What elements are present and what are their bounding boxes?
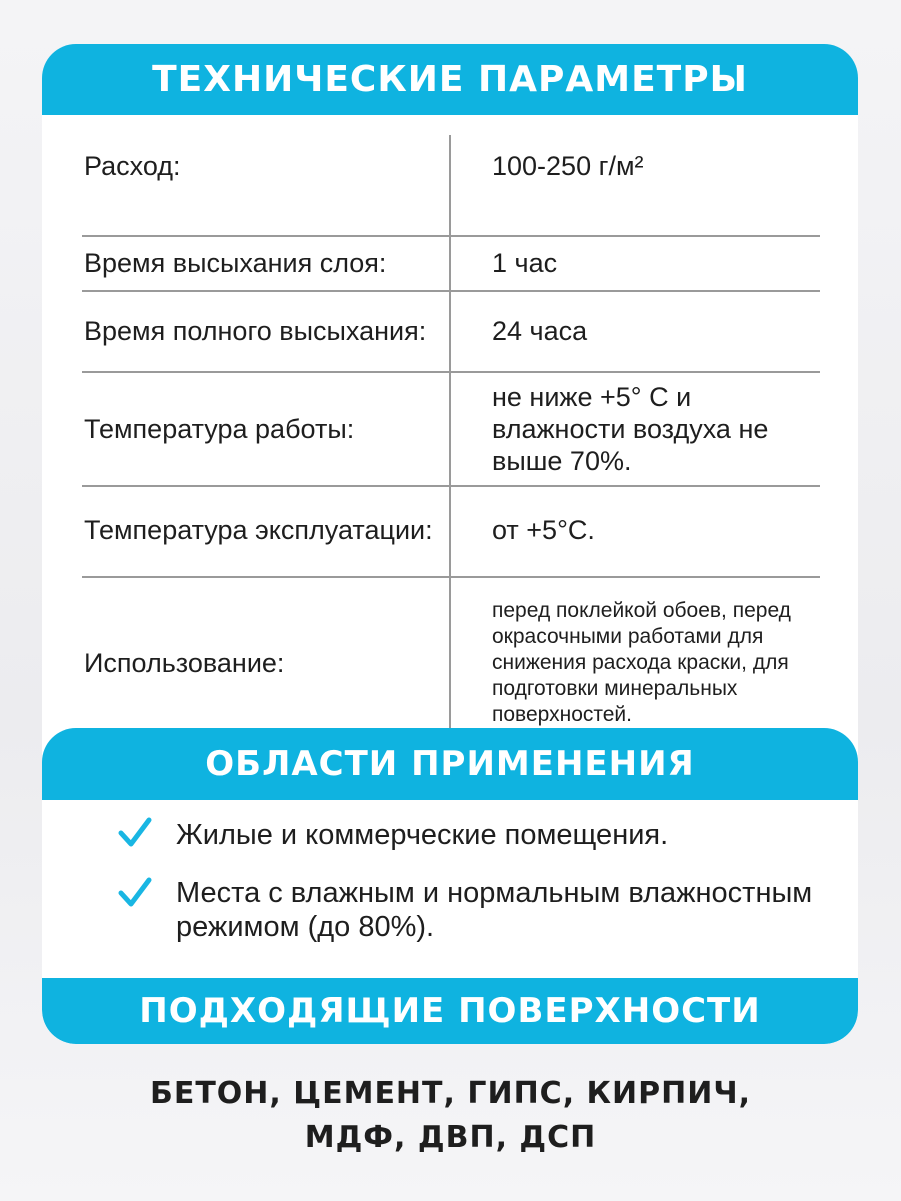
param-row-usage (42, 579, 858, 747)
param-label: Температура эксплуатации: (84, 515, 433, 545)
param-label: Время высыхания слоя: (84, 248, 387, 278)
surfaces-list (0, 1072, 901, 1160)
param-row-operating-temperature (42, 487, 858, 573)
param-value: перед поклейкой обоев, перед окрасочными работами для снижения расхода краски, для подготовки минеральных поверхностей. (492, 599, 791, 726)
param-label: Расход: (84, 151, 181, 181)
applications-header: ОБЛАСТИ ПРИМЕНЕНИЯ (42, 728, 858, 800)
check-icon (118, 876, 152, 910)
row-divider (82, 576, 820, 578)
param-value: от +5°С. (492, 515, 595, 545)
param-value: 24 часа (492, 316, 588, 346)
param-label: Время полного высыхания: (84, 316, 427, 346)
param-label: Использование: (84, 648, 285, 678)
applications-list (42, 800, 858, 978)
list-item-text: Жилые и коммерческие помещения. (176, 819, 669, 851)
list-item-text: Места с влажным и нормальным влажностным режимом (до 80%). (176, 877, 813, 943)
check-icon (118, 816, 152, 850)
param-row-layer-drying (42, 237, 858, 289)
surfaces-line-2: МДФ, ДВП, ДСП (304, 1120, 597, 1155)
param-row-full-drying (42, 292, 858, 370)
param-row-work-temperature (42, 373, 858, 485)
surfaces-header: ПОДХОДЯЩИЕ ПОВЕРХНОСТИ (42, 978, 858, 1044)
info-card (42, 44, 858, 1044)
tech-params-header: ТЕХНИЧЕСКИЕ ПАРАМЕТРЫ (42, 44, 858, 115)
param-row-consumption (42, 135, 858, 197)
surfaces-line-1: БЕТОН, ЦЕМЕНТ, ГИПС, КИРПИЧ, (149, 1076, 752, 1111)
param-value: 1 час (492, 248, 558, 278)
param-label: Температура работы: (84, 414, 355, 444)
param-value: не ниже +5° С и влажности воздуха не выше 70%. (492, 382, 769, 476)
param-value: 100-250 г/м² (492, 151, 644, 181)
